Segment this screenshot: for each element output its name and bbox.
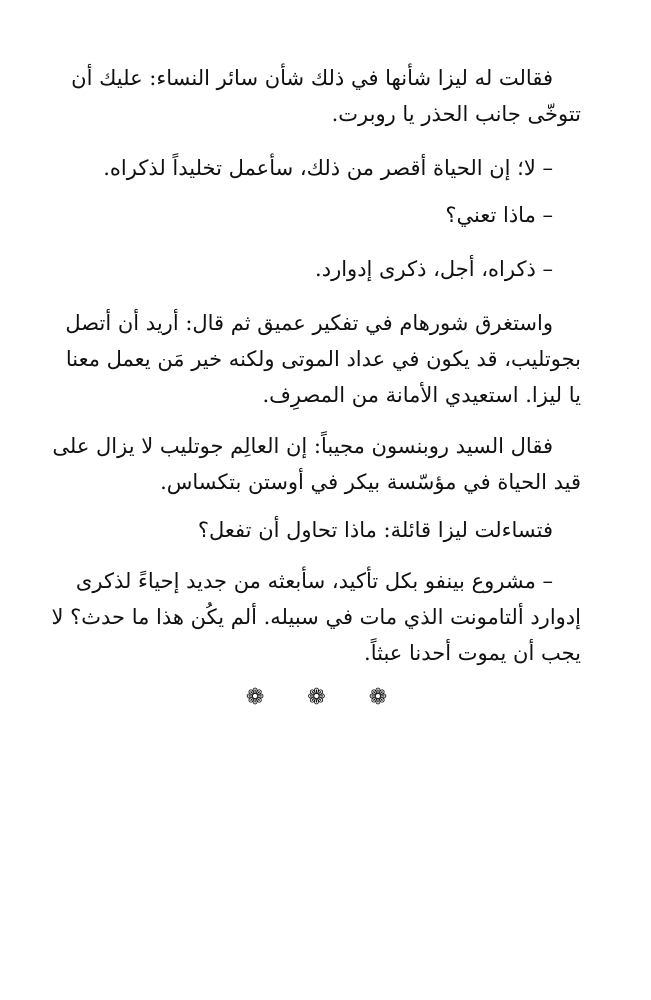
paragraph-5 [65,305,581,413]
paragraph-2 [68,150,581,186]
text-line: فقال السيد روبنسون مجيباً: إن العالِم جوتليب لا يزال على [52,434,553,458]
text-line: بجوتليب، قد يكون في عداد الموتى ولكنه خير مَن يعمل معنا [65,347,581,371]
paragraph-3 [68,197,581,233]
paragraph-4 [68,251,581,287]
text-line: قيد الحياة في مؤسّسة بيكر في أوستن بتكساس. [160,470,581,494]
paragraph-1 [68,60,581,132]
text-line: فتساءلت ليزا قائلة: ماذا تحاول أن تفعل؟ [197,518,553,542]
text-line: فقالت له ليزا شأنها في ذلك شأن سائر النساء: عليك أن [71,66,553,90]
paragraph-7 [68,512,581,548]
text-line: يجب أن يموت أحدنا عبثاً. [364,641,581,665]
text-line: – مشروع بينفو بكل تأكيد، سأبعثه من جديد إحياءً لذكرى [75,569,553,593]
text-line: – ماذا تعني؟ [445,203,553,227]
paragraph-8 [51,563,581,671]
text-line: إدوارد ألتامونت الذي مات في سبيله. ألم يكُن هذا ما حدث؟ لا [51,605,581,629]
section-break-ornament: ❁ ❁ ❁ [245,685,406,710]
text-line: – لا؛ إن الحياة أقصر من ذلك، سأعمل تخليداً لذكراه. [103,156,553,180]
text-line: يا ليزا. استعيدي الأمانة من المصرِف. [262,383,581,407]
text-line: تتوخّى جانب الحذر يا روبرت. [331,102,581,126]
text-line: – ذكراه، أجل، ذكرى إدوارد. [315,257,553,281]
text-line: واستغرق شورهام في تفكير عميق ثم قال: أريد أن أتصل [65,311,553,335]
paragraph-6 [52,428,581,500]
